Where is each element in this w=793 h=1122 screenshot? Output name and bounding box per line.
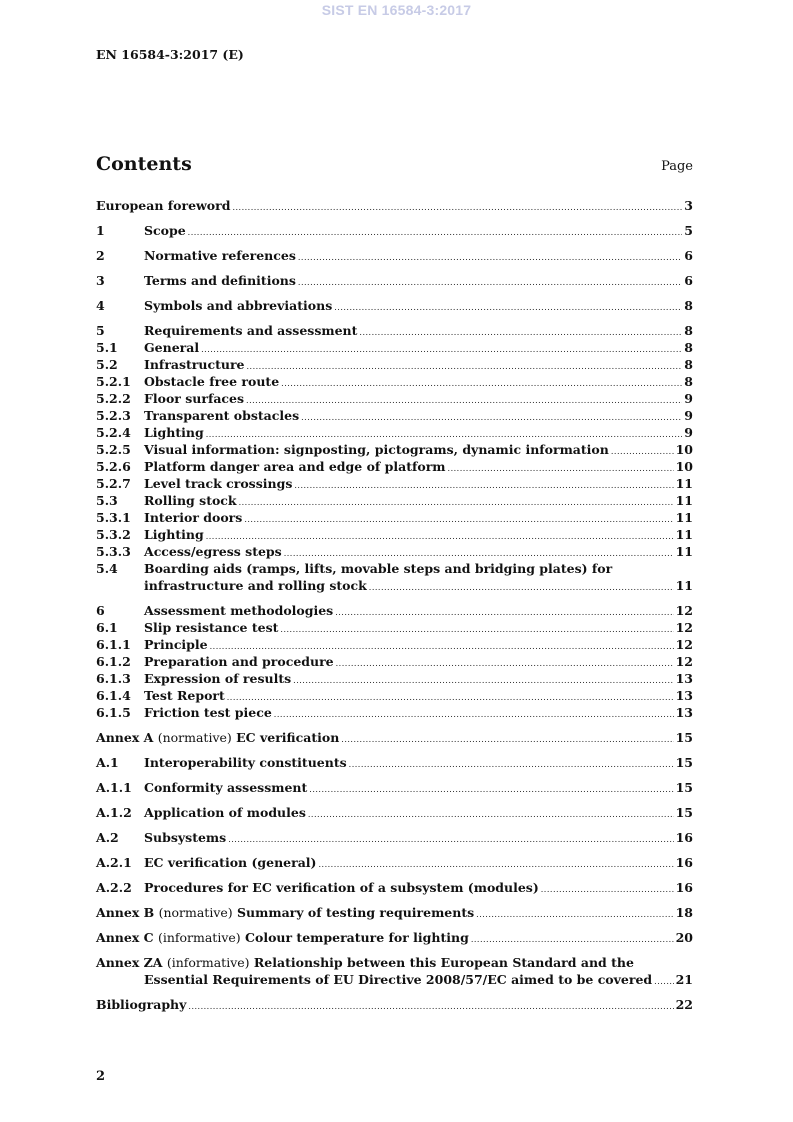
leader-dots xyxy=(471,931,674,948)
toc-entry[interactable] xyxy=(96,247,693,264)
toc-entry[interactable] xyxy=(96,509,693,526)
toc-entry-page: 8 xyxy=(684,374,693,389)
toc-entry-number: 5.2.4 xyxy=(96,425,131,440)
toc-entry-page: 6 xyxy=(684,248,693,263)
toc-entry-label: Conformity assessment xyxy=(144,780,308,795)
toc-entry-page: 8 xyxy=(684,298,693,313)
toc-entry-number: 5.1 xyxy=(96,340,118,355)
toc-entry[interactable] xyxy=(96,687,693,704)
annex-id: Annex C xyxy=(96,930,154,945)
toc-entry-page: 16 xyxy=(675,855,693,870)
toc-entry-number: 4 xyxy=(96,298,105,313)
toc-entry-number: 6.1.1 xyxy=(96,637,131,652)
toc-entry-label: Floor surfaces xyxy=(144,391,245,406)
toc-entry-label: Boarding aids (ramps, lifts, movable steps and bridging plates) for xyxy=(144,561,613,576)
toc-entry-number: A.1.1 xyxy=(96,780,132,795)
toc-entry-label: Subsystems xyxy=(144,830,227,845)
toc-entry-label: Visual information: signposting, pictograms, dynamic information xyxy=(144,442,609,457)
toc-entry-page: 20 xyxy=(675,930,693,945)
toc-entry-page: 13 xyxy=(675,705,693,720)
toc-entry-label xyxy=(96,729,339,746)
toc-entry-page: 8 xyxy=(684,323,693,338)
toc-entry[interactable] xyxy=(96,704,693,721)
toc-entry[interactable] xyxy=(96,829,693,846)
leader-dots xyxy=(298,274,682,291)
toc-entry-label: Lighting xyxy=(144,527,204,542)
toc-entry[interactable] xyxy=(96,543,693,560)
toc-entry-number: 5.3 xyxy=(96,493,118,508)
toc-entry[interactable] xyxy=(96,996,693,1013)
document-id: EN 16584-3:2017 (E) xyxy=(96,47,244,62)
contents-heading xyxy=(96,153,693,183)
toc-entry-page: 12 xyxy=(675,620,693,635)
annex-id: Annex A xyxy=(96,730,154,745)
toc-entry-number: 5.3.1 xyxy=(96,510,131,525)
leader-dots xyxy=(228,831,673,848)
toc-entry-number: 5 xyxy=(96,323,105,338)
toc-entry-label-continued: Essential Requirements of EU Directive 2008/57/EC aimed to be covered xyxy=(144,972,653,987)
toc-entry-label: Bibliography xyxy=(96,997,187,1012)
toc-entry-label xyxy=(96,929,469,946)
toc-entry-label: Friction test piece xyxy=(144,705,272,720)
toc-entry[interactable] xyxy=(96,636,693,653)
toc-entry-number: 5.2.1 xyxy=(96,374,131,389)
toc-entry-page: 10 xyxy=(675,459,693,474)
toc-entry-number: A.2.2 xyxy=(96,880,132,895)
toc-entry-label: Scope xyxy=(144,223,186,238)
toc-entry-number: 5.3.3 xyxy=(96,544,131,559)
toc-entry-page: 6 xyxy=(684,273,693,288)
toc-entry-label-continued: infrastructure and rolling stock xyxy=(144,578,367,593)
toc-entry[interactable] xyxy=(96,441,693,458)
toc-entry-page: 18 xyxy=(675,905,693,920)
toc-entry-number: 2 xyxy=(96,248,105,263)
toc-entry[interactable] xyxy=(96,602,693,619)
toc-entry-page: 5 xyxy=(684,223,693,238)
toc-entry-label: Assessment methodologies xyxy=(144,603,334,618)
toc-entry[interactable] xyxy=(96,356,693,373)
toc-entry-label: Level track crossings xyxy=(144,476,293,491)
toc-entry-label: Access/egress steps xyxy=(144,544,282,559)
toc-entry-label: Lighting xyxy=(144,425,204,440)
toc-entry[interactable] xyxy=(96,879,693,896)
toc-entry-label xyxy=(96,954,634,971)
toc-entry-label: Requirements and assessment xyxy=(144,323,358,338)
toc-entry-page: 9 xyxy=(684,408,693,423)
toc-entry-page: 16 xyxy=(675,830,693,845)
leader-dots xyxy=(274,706,674,723)
annex-id: Annex ZA xyxy=(96,955,163,970)
toc-entry-page: 15 xyxy=(675,805,693,820)
contents-title: Contents xyxy=(96,153,192,175)
leader-dots xyxy=(369,579,674,596)
toc-entry-page: 9 xyxy=(684,425,693,440)
toc-entry-page: 12 xyxy=(675,603,693,618)
annex-id: Annex B xyxy=(96,905,155,920)
toc-entry-number: 5.2 xyxy=(96,357,118,372)
toc-entry[interactable] xyxy=(96,222,693,239)
leader-dots xyxy=(188,998,673,1015)
page-column-label: Page xyxy=(661,159,693,174)
annex-kind: (normative) xyxy=(157,730,232,745)
toc-entry[interactable] xyxy=(96,424,693,441)
watermark: SIST EN 16584-3:2017 xyxy=(321,2,472,18)
toc-entry[interactable] xyxy=(96,339,693,356)
leader-dots xyxy=(541,881,674,898)
toc-entry-label: Normative references xyxy=(144,248,296,263)
toc-entry[interactable] xyxy=(96,297,693,314)
toc-entry[interactable] xyxy=(96,954,693,988)
toc-entry[interactable] xyxy=(96,854,693,871)
toc-entry-number: A.1 xyxy=(96,755,119,770)
toc-entry-page: 8 xyxy=(684,357,693,372)
leader-dots xyxy=(349,756,674,773)
page-number: 2 xyxy=(96,1069,106,1084)
toc-entry-number: A.1.2 xyxy=(96,805,132,820)
toc-entry-number: 3 xyxy=(96,273,105,288)
toc-entry-page: 12 xyxy=(675,637,693,652)
toc-entry-page: 10 xyxy=(675,442,693,457)
leader-dots xyxy=(309,781,673,798)
toc-entry-label: Rolling stock xyxy=(144,493,237,508)
toc-entry-page: 15 xyxy=(675,755,693,770)
toc-entry-label: Slip resistance test xyxy=(144,620,279,635)
toc-entry-label xyxy=(96,904,474,921)
toc-entry[interactable] xyxy=(96,272,693,289)
annex-kind: (informative) xyxy=(157,930,241,945)
toc-entry-label: EC verification (general) xyxy=(144,855,317,870)
toc-entry-label: Interoperability constituents xyxy=(144,755,347,770)
toc-entry-label: Application of modules xyxy=(144,805,306,820)
annex-kind: (informative) xyxy=(166,955,250,970)
toc-entry-page: 21 xyxy=(675,972,693,987)
toc-entry-page: 15 xyxy=(675,730,693,745)
toc-entry[interactable] xyxy=(96,670,693,687)
toc-entry[interactable] xyxy=(96,653,693,670)
toc-entry[interactable] xyxy=(96,390,693,407)
toc-entry-number: 6 xyxy=(96,603,105,618)
toc-entry-page: 9 xyxy=(684,391,693,406)
toc-entry-number: 6.1.4 xyxy=(96,688,131,703)
leader-dots xyxy=(341,731,673,748)
annex-title: Relationship between this European Standard and the xyxy=(253,955,634,970)
leader-dots xyxy=(318,856,673,873)
toc-entry[interactable] xyxy=(96,779,693,796)
toc-entry-number: 5.2.7 xyxy=(96,476,131,491)
toc-entry[interactable] xyxy=(96,322,693,339)
toc-entry-number: 5.2.2 xyxy=(96,391,131,406)
toc-entry-label: Symbols and abbreviations xyxy=(144,298,333,313)
leader-dots xyxy=(188,224,683,241)
toc-entry-number: A.2 xyxy=(96,830,119,845)
toc-entry[interactable] xyxy=(96,458,693,475)
toc-entry[interactable] xyxy=(96,526,693,543)
toc-entry-label: Transparent obstacles xyxy=(144,408,300,423)
toc-entry[interactable] xyxy=(96,560,693,594)
toc-entry-label: Expression of results xyxy=(144,671,292,686)
toc-entry-label: General xyxy=(144,340,200,355)
leader-dots xyxy=(298,249,682,266)
annex-kind: (normative) xyxy=(158,905,233,920)
leader-dots xyxy=(654,973,673,990)
toc-entry-page: 13 xyxy=(675,688,693,703)
toc-entry[interactable] xyxy=(96,804,693,821)
toc-entry-page: 13 xyxy=(675,671,693,686)
toc-entry[interactable] xyxy=(96,754,693,771)
toc-entry-label: Terms and definitions xyxy=(144,273,296,288)
toc-entry-number: 5.4 xyxy=(96,561,118,576)
toc-entry-label: Preparation and procedure xyxy=(144,654,334,669)
toc-entry-label: Test Report xyxy=(144,688,225,703)
toc-entry-page: 22 xyxy=(675,997,693,1012)
annex-title: EC verification xyxy=(236,730,340,745)
leader-dots xyxy=(232,199,682,216)
toc-entry-page: 11 xyxy=(675,493,693,508)
toc-entry-label: European foreword xyxy=(96,198,231,213)
toc-entry-page: 8 xyxy=(684,340,693,355)
toc-entry-number: 5.2.6 xyxy=(96,459,131,474)
toc-entry-number: 6.1 xyxy=(96,620,118,635)
toc-entry-label: Principle xyxy=(144,637,208,652)
toc-entry[interactable] xyxy=(96,197,693,214)
toc-entry-number: 5.2.3 xyxy=(96,408,131,423)
toc-entry-number: A.2.1 xyxy=(96,855,132,870)
toc-entry[interactable] xyxy=(96,492,693,509)
toc-entry-page: 11 xyxy=(675,510,693,525)
toc-entry[interactable] xyxy=(96,729,693,746)
annex-title: Colour temperature for lighting xyxy=(245,930,469,945)
leader-dots xyxy=(308,806,674,823)
toc-entry-page: 15 xyxy=(675,780,693,795)
table-of-contents xyxy=(96,197,693,1013)
toc-entry[interactable] xyxy=(96,373,693,390)
toc-entry[interactable] xyxy=(96,904,693,921)
toc-entry-page: 11 xyxy=(675,476,693,491)
toc-entry-label: Platform danger area and edge of platform xyxy=(144,459,446,474)
toc-entry-page: 16 xyxy=(675,880,693,895)
toc-entry-number: 6.1.5 xyxy=(96,705,131,720)
toc-entry[interactable] xyxy=(96,619,693,636)
toc-entry-label: Infrastructure xyxy=(144,357,245,372)
toc-entry-page: 11 xyxy=(675,527,693,542)
toc-entry-label: Obstacle free route xyxy=(144,374,280,389)
toc-entry-label: Procedures for EC verification of a subsystem (modules) xyxy=(144,880,539,895)
toc-entry[interactable] xyxy=(96,475,693,492)
toc-entry-page: 12 xyxy=(675,654,693,669)
toc-entry-number: 6.1.2 xyxy=(96,654,131,669)
toc-entry[interactable] xyxy=(96,929,693,946)
annex-title: Summary of testing requirements xyxy=(237,905,475,920)
leader-dots xyxy=(476,906,673,923)
toc-entry-number: 5.3.2 xyxy=(96,527,131,542)
toc-entry-number: 5.2.5 xyxy=(96,442,131,457)
toc-entry-page: 11 xyxy=(675,544,693,559)
toc-entry-page: 3 xyxy=(684,198,693,213)
toc-entry-number: 1 xyxy=(96,223,105,238)
toc-entry-label: Interior doors xyxy=(144,510,243,525)
toc-entry-page: 11 xyxy=(675,578,693,593)
toc-entry-number: 6.1.3 xyxy=(96,671,131,686)
toc-entry[interactable] xyxy=(96,407,693,424)
leader-dots xyxy=(334,299,682,316)
